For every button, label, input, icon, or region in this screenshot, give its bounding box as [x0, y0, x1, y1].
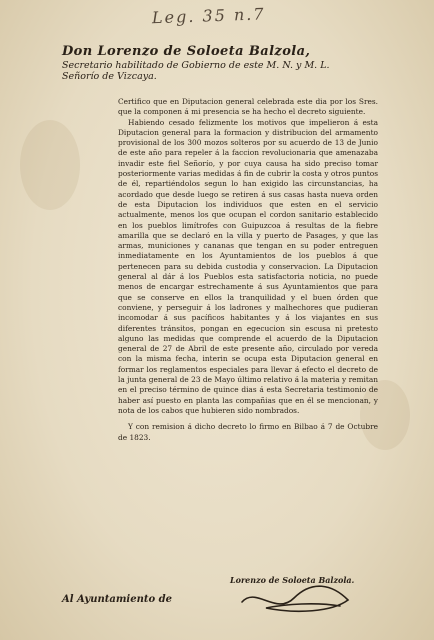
issuer-name: Don Lorenzo de Soloeta Balzola,: [62, 44, 311, 59]
shelfmark-annotation: Leg. 35 n.7: [151, 4, 266, 28]
signature-name: Lorenzo de Soloeta Balzola.: [230, 575, 355, 585]
certification-paragraph: Certifico que en Diputacion general celebrada este dia por los Sres. que la componen á mi presencia se ha hecho el decreto siguiente.: [118, 97, 378, 117]
document-body: [118, 97, 378, 443]
paper-stain: [20, 120, 80, 210]
signature-rubric-flourish: [236, 582, 356, 618]
issuer-title-line-2: Señorío de Vizcaya.: [62, 71, 157, 82]
issuer-title-line-1: Secretario habilitado de Gobierno de este M. N. y M. L.: [62, 60, 330, 71]
decree-paragraph: Habiendo cesado felizmente los motivos que impelieron á esta Diputacion general para la formacion y distribucion del armamento provisional de los 300 mozos solteros por su acuerdo de 13 de Junio de este año para repeler á la faccion revolucionaria que amenazaba invadir este fiel Señorío, y por cuya causa ha sido preciso tomar posteriormente varias medidas á fin de cubrir la costa y otros puntos de él, repartiéndolos segun lo han exigido las circunstancias, ha acordado que desde luego se retiren á sus casas hasta nueva orden de esta Diputacion los individuos que esten en el servicio actualmente, menos los que ocupan el cordon sanitario establecido en los pueblos limítrofes con Guipuzcoa á resultas de la fiebre amarilla que se declaró en la villa y puerto de Pasages, y que las armas, municiones y cananas que tengan en su poder entreguen inmediatamente en los Ayuntamientos de los pueblos á que pertenecen para su debida custodia y conservacion. La Diputacion general al dár á los Pueblos esta satisfactoria noticia, no puede menos de encargar estrechamente á sus Ayuntamientos que para que se conserve en ellos la tranquilidad y el buen órden que conviene, y perseguir á los ladrones y malhechores que pudieran incomodar á sus pacíficos habitantes y á los viajantes en sus diferentes tránsitos, pongan en egecucion sin escusa ni pretesto alguno las medidas que comprende el acuerdo de la Diputacion general de 27 de Abril de este presente año, circulado por vereda con la misma fecha, interin se ocupa esta Diputacion general en formar los reglamentos especiales para llevar á efecto el decreto de la junta general de 23 de Mayo último relativo á la materia y remitan en el preciso término de quince dias á esta Secretaria testimonio de haber así puesto en planta las compañias que en él se mencionan, y nota de los cabos que hubieren sido nombrados.: [118, 117, 378, 415]
closing-paragraph: Y con remision á dicho decreto lo firmo en Bilbao á 7 de Octubre de 1823.: [118, 422, 378, 442]
addressee-line: Al Ayuntamiento de: [62, 594, 172, 605]
document-heading: [62, 44, 422, 82]
